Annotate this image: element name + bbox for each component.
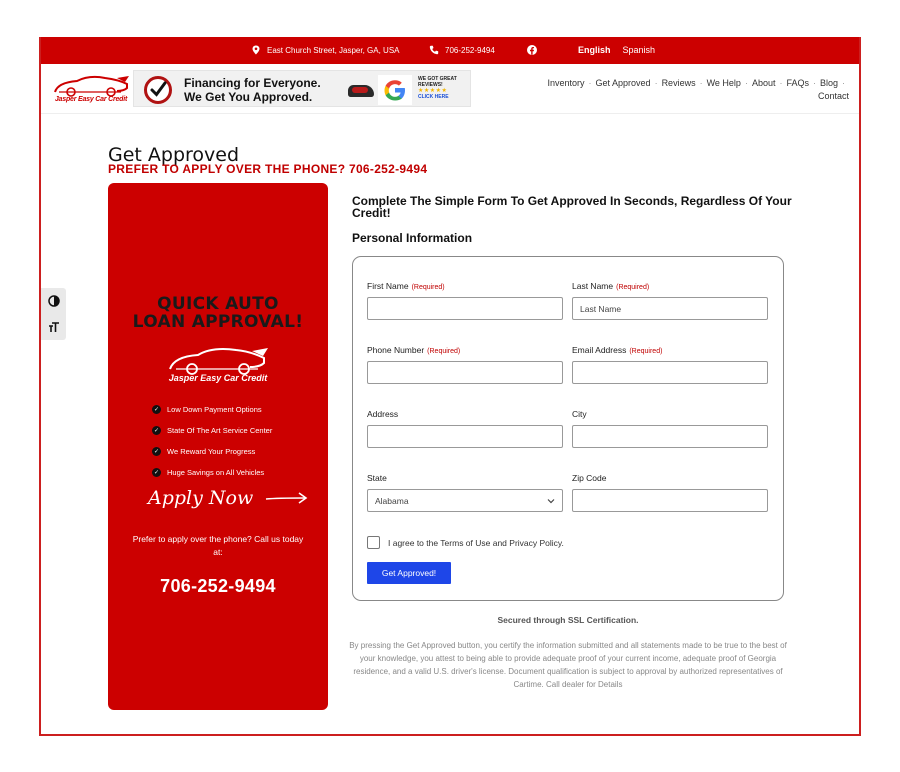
required-tag: (Required)	[616, 284, 650, 291]
nav-faqs[interactable]: FAQs	[786, 78, 809, 88]
contrast-icon	[48, 295, 60, 307]
first-name-field	[367, 281, 563, 320]
banner-headline-line2: We Get You Approved.	[184, 90, 313, 104]
address-text: East Church Street, Jasper, GA, USA	[267, 45, 400, 55]
phone-label	[367, 345, 563, 355]
city-field	[572, 409, 768, 448]
car-image	[348, 85, 374, 97]
nav-blog[interactable]: Blog	[819, 78, 838, 88]
first-name-label-text: First Name	[367, 281, 409, 291]
terms-checkbox[interactable]	[367, 536, 380, 549]
banner-headline-line1: Financing for Everyone.	[184, 76, 321, 90]
last-name-field	[572, 281, 768, 320]
address-input[interactable]	[367, 425, 563, 448]
google-logo-icon	[378, 75, 412, 105]
terms-agreement	[367, 536, 564, 549]
benefit-item	[152, 399, 272, 420]
star-rating-icon: ★★★★★	[418, 88, 448, 94]
email-label	[572, 345, 768, 355]
promo-card-title	[108, 295, 328, 331]
zip-input[interactable]	[572, 489, 768, 512]
application-form	[352, 256, 784, 601]
nav-separator: ·	[588, 78, 592, 88]
check-circle-icon: ✓	[153, 449, 160, 455]
text-size-icon	[48, 321, 60, 333]
last-name-input[interactable]: Last Name	[572, 297, 768, 320]
nav-we-help[interactable]: We Help	[706, 78, 741, 88]
location-pin-icon	[251, 45, 261, 55]
card-logo-text: Jasper Easy Car Credit	[168, 373, 268, 383]
nav-get-approved[interactable]: Get Approved	[595, 78, 651, 88]
legal-disclaimer: By pressing the Get Approved button, you certify the information submitted and all statements made to be true to the best of your knowledge, you attest to being able to provide adequate proof of your current income, adequate proof of Georgia residence, and a valid U.S. driver's license. Document qualification is subject to approval by authorized representatives of Cartime. Call dealer for Details	[349, 641, 787, 689]
apply-now-link[interactable]	[148, 487, 309, 509]
nav-reviews[interactable]: Reviews	[661, 78, 696, 88]
zip-field	[572, 473, 768, 512]
apply-now-text: Apply Now	[148, 487, 254, 509]
check-circle-icon: ✓	[153, 428, 160, 434]
promo-card-title-line1: QUICK AUTO	[157, 294, 279, 314]
last-name-label	[572, 281, 768, 291]
nav-contact[interactable]: Contact	[817, 91, 849, 101]
reviews-line2: REVIEWS!	[418, 82, 443, 88]
page-title: Get Approved	[108, 144, 240, 166]
ssl-notice: Secured through SSL Certification.	[497, 615, 639, 625]
benefit-item	[152, 462, 272, 483]
font-size-toggle[interactable]	[41, 314, 66, 340]
phone-input[interactable]	[367, 361, 563, 384]
call-prompt: Prefer to apply over the phone? Call us today at:	[132, 534, 304, 557]
state-field	[367, 473, 563, 512]
phone-link[interactable]	[429, 45, 495, 55]
terms-label: I agree to the Terms of Use and Privacy Policy.	[388, 537, 564, 548]
car-logo-icon	[164, 343, 272, 375]
reviews-line1: WE GOT GREAT	[418, 76, 457, 82]
get-approved-button[interactable]: Get Approved!	[367, 562, 451, 584]
facebook-link[interactable]	[527, 45, 537, 55]
chevron-down-icon	[547, 497, 555, 505]
lang-spanish[interactable]: Spanish	[622, 45, 656, 55]
required-tag: (Required)	[411, 284, 445, 291]
benefit-text: Low Down Payment Options	[167, 405, 262, 414]
phone-subtitle[interactable]: PREFER TO APPLY OVER THE PHONE? 706-252-9494	[108, 162, 428, 176]
click-here-link[interactable]: CLICK HERE	[418, 94, 449, 100]
benefits-list	[152, 399, 272, 483]
address-link[interactable]	[251, 45, 400, 55]
city-label: City	[572, 409, 587, 419]
first-name-input[interactable]	[367, 297, 563, 320]
form-heading: Complete The Simple Form To Get Approved In Seconds, Regardless Of Your Credit!	[352, 194, 792, 220]
card-logo	[164, 343, 272, 389]
nav-about[interactable]: About	[751, 78, 776, 88]
nav-separator: ·	[699, 78, 703, 88]
benefit-text: Huge Savings on All Vehicles	[167, 468, 265, 477]
top-bar	[41, 37, 859, 64]
page-frame	[39, 37, 861, 736]
car-logo-icon	[51, 72, 131, 98]
zip-label: Zip Code	[572, 473, 607, 483]
nav-separator: ·	[842, 78, 845, 88]
personal-info-heading: Personal Information	[352, 231, 473, 245]
benefit-item	[152, 441, 272, 462]
phone-field	[367, 345, 563, 384]
nav-separator: ·	[744, 78, 748, 88]
accessibility-toolbar	[41, 288, 66, 340]
main-nav	[531, 77, 849, 103]
logo-text: Jasper Easy Car Credit	[54, 96, 128, 103]
last-name-label-text: Last Name	[572, 281, 614, 291]
nav-separator: ·	[779, 78, 783, 88]
phone-text: 706-252-9494	[445, 45, 495, 55]
email-input[interactable]	[572, 361, 768, 384]
contrast-toggle[interactable]	[41, 288, 66, 314]
state-selected-value: Alabama	[375, 495, 409, 506]
nav-separator: ·	[654, 78, 658, 88]
checkmark-icon	[144, 76, 172, 104]
reviews-badge	[418, 76, 468, 100]
state-select[interactable]	[367, 489, 563, 512]
email-field	[572, 345, 768, 384]
benefit-text: We Reward Your Progress	[167, 447, 256, 456]
site-logo[interactable]	[51, 72, 131, 108]
phone-label-text: Phone Number	[367, 345, 425, 355]
promo-card	[108, 183, 328, 710]
check-circle-icon: ✓	[153, 407, 160, 413]
phone-icon	[429, 45, 439, 55]
lang-english[interactable]: English	[578, 45, 611, 55]
state-label: State	[367, 473, 387, 483]
language-switcher	[578, 45, 655, 55]
financing-banner[interactable]	[133, 70, 471, 107]
nav-separator: ·	[812, 78, 816, 88]
email-label-text: Email Address	[572, 345, 627, 355]
nav-inventory[interactable]: Inventory	[547, 78, 585, 88]
card-phone-number[interactable]: 706-252-9494	[160, 576, 276, 596]
address-label: Address	[367, 409, 399, 419]
address-field	[367, 409, 563, 448]
banner-headline	[184, 76, 344, 104]
site-header	[41, 64, 859, 114]
arrow-right-icon	[265, 491, 309, 505]
benefit-item	[152, 420, 272, 441]
first-name-label	[367, 281, 563, 291]
required-tag: (Required)	[427, 348, 461, 355]
promo-card-title-line2: LOAN APPROVAL!	[132, 312, 304, 332]
facebook-icon	[527, 45, 537, 55]
benefit-text: State Of The Art Service Center	[167, 426, 273, 435]
check-circle-icon: ✓	[153, 470, 160, 476]
required-tag: (Required)	[629, 348, 663, 355]
city-input[interactable]	[572, 425, 768, 448]
